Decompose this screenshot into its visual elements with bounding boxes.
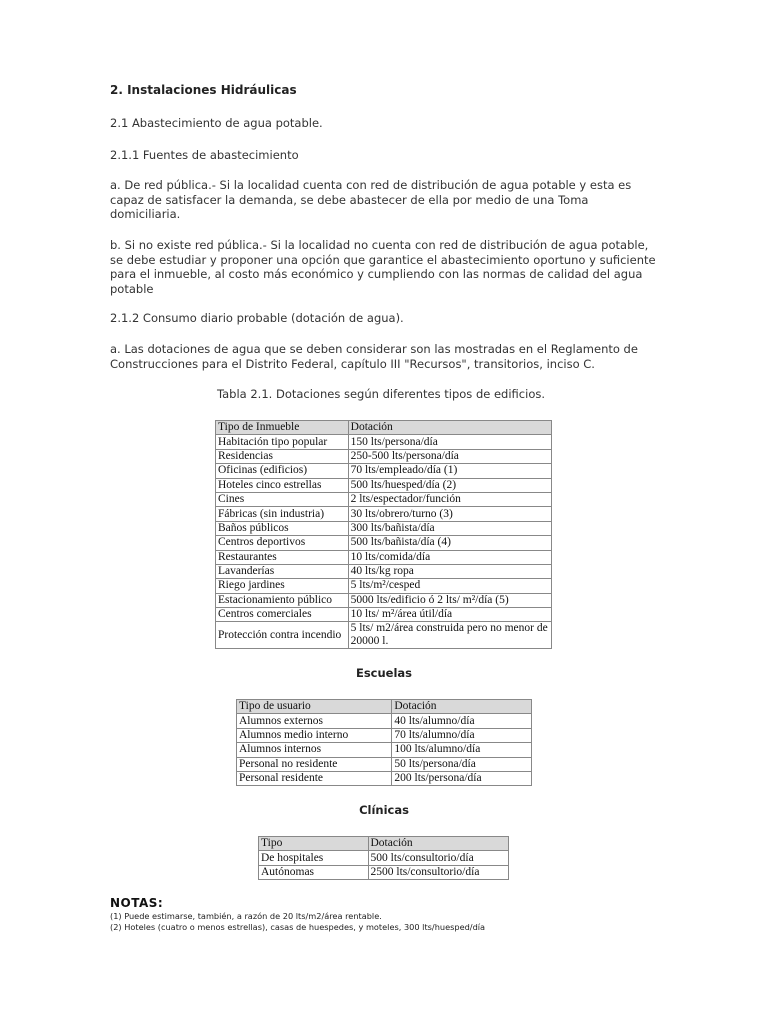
table1-caption: Tabla 2.1. Dotaciones según diferentes tipos de edificios. <box>217 387 545 401</box>
table-header-row <box>216 421 552 435</box>
column-header: Tipo <box>259 837 369 851</box>
table-row <box>259 865 509 879</box>
column-header: Dotación <box>392 700 532 714</box>
paragraph-sin-red-publica: b. Si no existe red pública.- Si la localidad no cuenta con red de distribución de agua potable, se debe estudiar y proponer una opción que garantice el abastecimiento oportuno y suficiente para el inmueble, al costo más económico y cumpliendo con las normas de calidad del agua potable <box>110 238 656 296</box>
row-dotacion-cell: 70 lts/empleado/día (1) <box>348 464 551 478</box>
row-type-cell: Oficinas (edificios) <box>216 464 349 478</box>
row-type-cell: Baños públicos <box>216 521 349 535</box>
note-1: (1) Puede estimarse, también, a razón de 20 lts/m2/área rentable. <box>110 911 382 921</box>
table-dotaciones-edificios <box>215 420 552 649</box>
row-type-cell: Centros comerciales <box>216 608 349 622</box>
table-row <box>259 851 509 865</box>
table-row <box>237 714 532 728</box>
subsection-2-1-1: 2.1.1 Fuentes de abastecimiento <box>110 148 299 162</box>
row-dotacion-cell: 10 lts/comida/día <box>348 550 551 564</box>
table-row <box>216 550 552 564</box>
row-type-cell: Riego jardines <box>216 579 349 593</box>
row-dotacion-cell: 2500 lts/consultorio/día <box>368 865 509 879</box>
notes-title: NOTAS: <box>110 896 164 910</box>
section-heading: 2. Instalaciones Hidráulicas <box>110 83 297 97</box>
subsection-2-1-2: 2.1.2 Consumo diario probable (dotación de agua). <box>110 311 404 325</box>
table-row <box>216 622 552 649</box>
table-row <box>216 593 552 607</box>
row-type-cell: Personal no residente <box>237 757 392 771</box>
table3-body <box>259 837 509 880</box>
paragraph-dotaciones: a. Las dotaciones de agua que se deben considerar son las mostradas en el Reglamento de Construcciones para el Distrito Federal, capítulo III "Recursos", transitorios, inciso C. <box>110 342 638 371</box>
row-type-cell: Centros deportivos <box>216 536 349 550</box>
table-row <box>237 757 532 771</box>
row-type-cell: Lavanderías <box>216 564 349 578</box>
row-dotacion-cell: 500 lts/consultorio/día <box>368 851 509 865</box>
row-dotacion-cell: 200 lts/persona/día <box>392 771 532 785</box>
row-type-cell: Habitación tipo popular <box>216 435 349 449</box>
table-row <box>216 579 552 593</box>
table-row <box>216 464 552 478</box>
row-dotacion-cell: 30 lts/obrero/turno (3) <box>348 507 551 521</box>
row-dotacion-cell: 2 lts/espectador/función <box>348 492 551 506</box>
table-row <box>216 492 552 506</box>
row-type-cell: Hoteles cinco estrellas <box>216 478 349 492</box>
table-header-row <box>259 837 509 851</box>
row-type-cell: Protección contra incendio <box>216 622 349 649</box>
row-type-cell: Autónomas <box>259 865 369 879</box>
table-row <box>237 743 532 757</box>
table-row <box>216 478 552 492</box>
table-header-row <box>237 700 532 714</box>
column-header: Tipo de usuario <box>237 700 392 714</box>
row-dotacion-cell: 500 lts/bañista/día (4) <box>348 536 551 550</box>
row-type-cell: Estacionamiento público <box>216 593 349 607</box>
row-dotacion-cell: 500 lts/huesped/día (2) <box>348 478 551 492</box>
table-row <box>216 564 552 578</box>
row-type-cell: Residencias <box>216 449 349 463</box>
column-header: Tipo de Inmueble <box>216 421 349 435</box>
row-dotacion-cell: 10 lts/ m²/área útil/día <box>348 608 551 622</box>
table-row <box>216 449 552 463</box>
table-row <box>237 728 532 742</box>
table2-title: Escuelas <box>355 666 413 680</box>
row-dotacion-cell: 250-500 lts/persona/día <box>348 449 551 463</box>
table-row <box>216 435 552 449</box>
row-dotacion-cell: 150 lts/persona/día <box>348 435 551 449</box>
row-type-cell: Restaurantes <box>216 550 349 564</box>
row-dotacion-cell: 5 lts/m²/cesped <box>348 579 551 593</box>
row-type-cell: Cines <box>216 492 349 506</box>
table-row <box>216 521 552 535</box>
table2-body <box>237 700 532 786</box>
row-dotacion-cell: 100 lts/alumno/día <box>392 743 532 757</box>
row-dotacion-cell: 40 lts/alumno/día <box>392 714 532 728</box>
row-dotacion-cell: 40 lts/kg ropa <box>348 564 551 578</box>
row-type-cell: Personal residente <box>237 771 392 785</box>
table-row <box>216 507 552 521</box>
paragraph-red-publica: a. De red pública.- Si la localidad cuenta con red de distribución de agua potable y esta es capaz de satisfacer la demanda, se debe abastecer de ella por medio de una Toma domiciliaria. <box>110 178 632 221</box>
row-type-cell: Alumnos medio interno <box>237 728 392 742</box>
table-row <box>237 771 532 785</box>
subsection-2-1: 2.1 Abastecimiento de agua potable. <box>110 116 323 130</box>
row-type-cell: Alumnos internos <box>237 743 392 757</box>
row-dotacion-cell: 5 lts/ m2/área construida pero no menor de 20000 l. <box>348 622 551 649</box>
table3-title: Clínicas <box>359 803 409 817</box>
row-type-cell: Alumnos externos <box>237 714 392 728</box>
note-2: (2) Hoteles (cuatro o menos estrellas), casas de huespedes, y moteles, 300 lts/huesped/día <box>110 922 486 932</box>
table-row <box>216 536 552 550</box>
row-dotacion-cell: 50 lts/persona/día <box>392 757 532 771</box>
table-row <box>216 608 552 622</box>
row-type-cell: De hospitales <box>259 851 369 865</box>
table-escuelas <box>236 699 532 786</box>
table1-body <box>216 421 552 649</box>
column-header: Dotación <box>368 837 509 851</box>
row-dotacion-cell: 70 lts/alumno/día <box>392 728 532 742</box>
row-dotacion-cell: 300 lts/bañista/día <box>348 521 551 535</box>
column-header: Dotación <box>348 421 551 435</box>
row-type-cell: Fábricas (sin industria) <box>216 507 349 521</box>
table-clinicas <box>258 836 509 880</box>
row-dotacion-cell: 5000 lts/edificio ó 2 lts/ m²/día (5) <box>348 593 551 607</box>
